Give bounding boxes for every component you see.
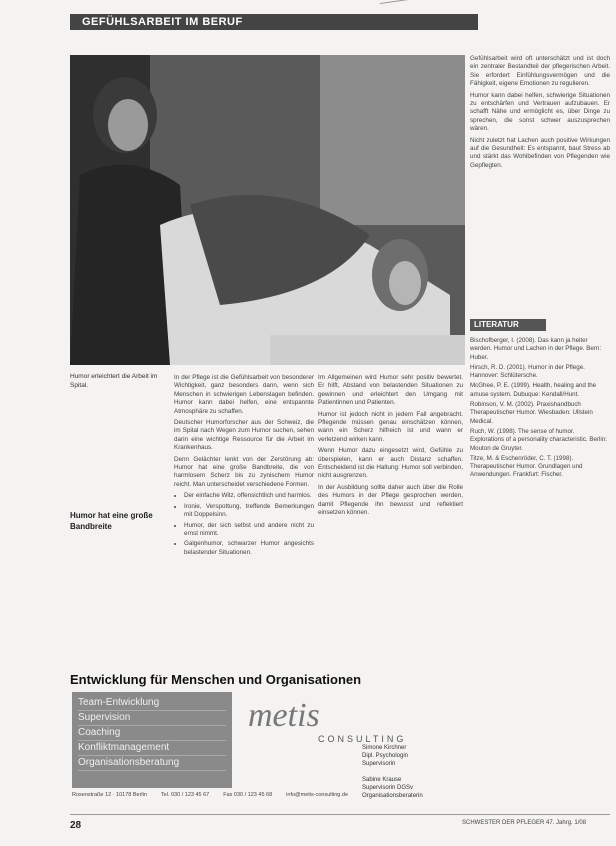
article-photo	[70, 55, 465, 365]
article-column-2	[318, 374, 463, 521]
literature-entry: Robinson, V. M. (2002). Praxishandbuch Therapeutischer Humor. Wiesbaden: Ullstein Medical.	[470, 401, 593, 425]
contact-line: Sabine Krause	[362, 777, 402, 783]
sidenote-heading: Humor hat eine große Bandbreite	[70, 511, 153, 531]
decorative-line	[380, 0, 616, 4]
paragraph: In der Pflege ist die Gefühlsarbeit von besonderer Wichtigkeit, ganz besonders dann, wenn sich Menschen in schwierigen Lebenslagen befinden. Humor kann dabei helfen, eine entspannte Atmosphäre zu schaffen.	[174, 374, 314, 415]
list-item: • Ironie, Verspottung, treffende Bemerkungen mit Doppelsinn.	[184, 503, 314, 520]
literature-entry: Bischofberger, I. (2008). Das kann ja heiter werden. Humor und Lachen in der Pflege. Bern: Huber.	[470, 337, 602, 361]
ad-services-box	[72, 692, 232, 788]
metis-logo	[238, 694, 418, 746]
literature-entry: Titze, M. & Eschenröder, C. T. (1998). Therapeutischer Humor. Grundlagen und Anwendungen. Frankfurt: Fischer.	[470, 454, 583, 479]
ad-service: Team-Entwicklung	[78, 696, 226, 711]
section-header: GEFÜHLSARBEIT IM BERUF	[70, 14, 478, 30]
paragraph: Im Allgemeinen wird Humor sehr positiv bewertet. Er hilft, Abstand von belastenden Situationen zu gewinnen und erleichtert den Umgang mit Patientinnen und Patienten.	[318, 374, 463, 407]
magazine-footer: SCHWESTER DER PFLEGER 47. Jahrg. 1/08	[462, 820, 587, 826]
paragraph: In der Ausbildung sollte daher auch über die Rolle des Humors in der Pflege gesprochen werden, damit Pflegende ihn bewusst und reflektiert einsetzen können.	[318, 483, 463, 517]
footer-divider	[70, 814, 610, 815]
paragraph: Humor ist jedoch nicht in jedem Fall angebracht. Pflegende müssen genau einschätzen können, wann ein Scherz hilfreich ist und wann er verletzend wirken kann.	[318, 410, 463, 443]
ad-footer	[72, 792, 462, 799]
contact-line	[362, 768, 462, 776]
literature-entry: Hirsch, R. D. (2001). Humor in der Pflege. Hannover: Schlütersche.	[470, 363, 585, 380]
humor-forms-list	[174, 492, 314, 557]
paragraph: Gefühlsarbeit wird oft unterschätzt und ist doch ein zentraler Bestandteil der pflegerischen Arbeit. Sie erfordert Einfühlungsvermögen und die Fähigkeit, eigene Emotionen zu regulieren.	[470, 55, 610, 88]
ad-footer-item: Rosenstraße 12 · 10178 Berlin	[72, 792, 147, 798]
contact-line: Organisationsberaterin	[362, 793, 423, 799]
paragraph: Wenn Humor dazu eingesetzt wird, Gefühle zu überspielen, kann er auch Distanz schaffen. Entscheidend ist die Haltung: Humor soll verbinden, nicht ausgrenzen.	[318, 447, 463, 480]
list-item: • Humor, der sich selbst und andere nicht zu ernst nimmt.	[184, 522, 314, 539]
article-column-1	[174, 374, 314, 559]
contact-line: Supervisorin	[362, 761, 396, 767]
article-column-3	[470, 55, 610, 173]
literature-heading: LITERATUR	[470, 319, 546, 331]
ad-service: Coaching	[78, 726, 226, 741]
contact-line: Dipl. Psychologin	[362, 753, 409, 759]
paragraph: Deutscher Humorforscher aus der Schweiz, die im Spital nach Wegen zum Humor suchen, sehen darin eine wichtige Ressource für die Arbeit im Krankenhaus.	[174, 419, 314, 452]
literature-entry: Ruch, W. (1998). The sense of humor. Explorations of a personality characteristic. Berlin: Mouton de Gruyter.	[470, 427, 607, 452]
ad-service: Supervision	[78, 711, 226, 726]
paragraph: Humor kann dabei helfen, schwierige Situationen zu entschärfen und Vertrauen aufzubauen. Er schafft Nähe und ermöglicht es, über Dinge zu sprechen, die sonst schwer auszusprechen wären.	[470, 91, 610, 133]
contact-line: Simone Kirchner	[362, 745, 407, 751]
list-item: • Der einfache Witz, offensichtlich und harmlos.	[184, 492, 314, 500]
ad-footer-item: info@metis-consulting.de	[286, 792, 349, 798]
ad-headline: Entwicklung für Menschen und Organisationen	[70, 672, 362, 687]
logo-name: metis	[248, 697, 320, 734]
paragraph: Nicht zuletzt hat Lachen auch positive Wirkungen auf die Gesundheit: Es entspannt, baut Stress ab und stärkt das Wohlbefinden von Pflegenden wie Gepflegten.	[470, 136, 610, 169]
ad-service: Konfliktmanagement	[78, 741, 226, 756]
ad-footer-item: Tel. 030 / 123 45 67	[160, 792, 210, 798]
logo-sub: CONSULTING	[318, 734, 407, 744]
ad-footer-item: Fax 030 / 123 45 68	[223, 792, 273, 798]
photo-caption: Humor erleichtert die Arbeit im Spital.	[70, 373, 158, 389]
photo-illustration	[70, 55, 465, 365]
page-number: 28	[70, 820, 82, 831]
list-item: • Galgenhumor, schwarzer Humor angesichts belastender Situationen.	[184, 540, 314, 557]
literature-list	[470, 337, 610, 482]
literature-entry: McGhee, P. E. (1999). Health, healing and the amuse system. Dubuque: Kendall/Hunt.	[470, 382, 597, 398]
contact-line: Supervisorin DGSv	[362, 785, 414, 791]
ad-service: Organisationsberatung	[78, 756, 226, 771]
paragraph: Denn Gelächter lenkt von der Zerstörung ab: Humor hat eine große Bandbreite, die von harmlosem Scherz bis zu zynischem Humor reicht. Man unterscheidet verschiedene Formen.	[174, 455, 314, 488]
